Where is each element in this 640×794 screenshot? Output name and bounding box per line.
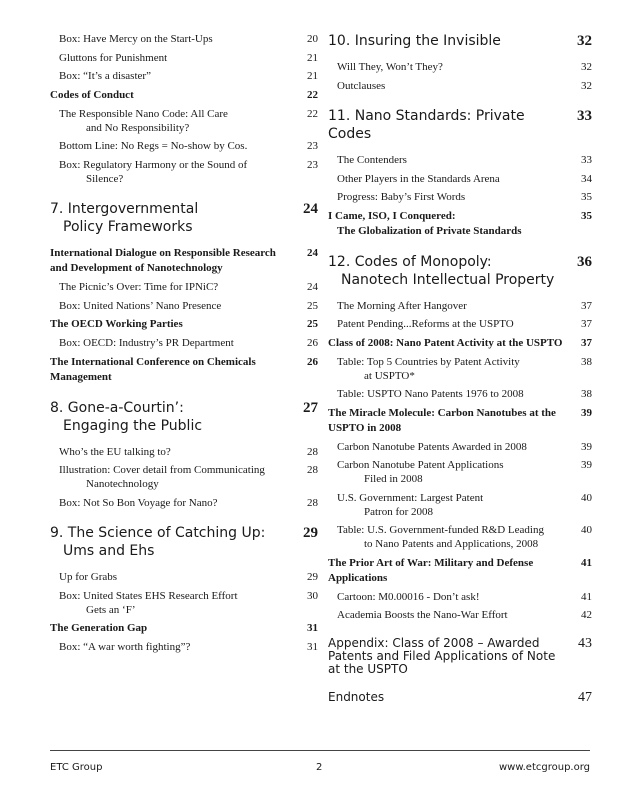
entry-page-number: 32: [581, 79, 592, 92]
toc-heading[interactable]: [328, 406, 592, 436]
entry-page-number: 31: [307, 622, 318, 634]
entry-page-number: 24: [307, 247, 318, 259]
entry-page-number: 34: [581, 172, 592, 185]
entry-title: Other Players in the Standards Arena: [337, 172, 500, 185]
entry-title: Box: “It’s a disaster”: [59, 70, 151, 82]
toc-heading[interactable]: [328, 556, 592, 586]
entry-title-continued: Gets an ‘F’: [86, 603, 136, 616]
entry-title: The Miracle Molecule: Carbon Nanotubes at the USPTO in 2008: [328, 406, 556, 434]
toc-backmatter[interactable]: [328, 637, 592, 676]
section-spacer: [50, 389, 318, 399]
entry-title: 9. The Science of Catching Up:: [50, 525, 266, 541]
entry-page-number: 35: [581, 191, 592, 203]
entry-page-number: 25: [307, 299, 318, 312]
entry-title-continued: Engaging the Public: [63, 417, 203, 434]
entry-page-number: 33: [581, 154, 592, 166]
entry-page-number: 37: [581, 336, 592, 349]
entry-title: Cartoon: M0.00016 - Don’t ask!: [337, 590, 480, 603]
toc-right-column: [328, 32, 592, 704]
entry-page-number: 24: [303, 201, 318, 217]
toc-entry[interactable]: [328, 153, 592, 167]
entry-page-number: 38: [581, 388, 592, 400]
entry-title: Appendix: Class of 2008 – Awarded Patents and Filed Applications of Note at the USPTO: [328, 635, 556, 676]
section-spacer: [50, 190, 318, 200]
toc-entry[interactable]: [328, 440, 592, 454]
entry-page-number: 40: [581, 524, 592, 536]
entry-title-continued: Policy Frameworks: [63, 219, 193, 235]
entry-page-number: 25: [307, 318, 318, 330]
entry-page-number: 41: [581, 590, 592, 603]
entry-page-number: 42: [581, 609, 592, 621]
toc-heading[interactable]: [50, 88, 318, 103]
section-spacer: [328, 243, 592, 253]
entry-title-continued: Ums and Ehs: [63, 543, 155, 559]
entry-title: The Picnic’s Over: Time for IPNiC?: [59, 281, 219, 293]
toc-entry[interactable]: [50, 280, 318, 294]
entry-page-number: 28: [307, 445, 318, 458]
entry-page-number: 31: [307, 641, 318, 653]
toc-entry[interactable]: [50, 51, 318, 65]
toc-entry[interactable]: [328, 317, 592, 331]
section-spacer: [50, 514, 318, 524]
entry-title-continued: Nanotechnology: [86, 478, 159, 490]
entry-title: Carbon Nanotube Patent Applications: [337, 459, 504, 471]
entry-title: The Responsible Nano Code: All Care: [59, 107, 228, 120]
section-spacer: [328, 676, 592, 691]
entry-title: Table: U.S. Government-funded R&D Leading: [337, 524, 544, 536]
entry-title-continued: Filed in 2008: [364, 473, 423, 485]
toc-chapter[interactable]: [50, 200, 318, 236]
entry-title: Who’s the EU talking to?: [59, 445, 171, 458]
entry-title: Progress: Baby’s First Words: [337, 191, 466, 203]
entry-title: Box: Regulatory Harmony or the Sound of: [59, 158, 248, 171]
toc-entry[interactable]: [328, 190, 592, 204]
entry-title-continued: at USPTO*: [364, 369, 415, 382]
toc-heading[interactable]: [50, 355, 318, 385]
entry-page-number: 38: [581, 355, 592, 368]
entry-page-number: 22: [307, 107, 318, 120]
toc-chapter[interactable]: [50, 524, 318, 560]
toc-left-column: [50, 32, 318, 659]
entry-title: Academia Boosts the Nano-War Effort: [337, 609, 508, 621]
toc-entry[interactable]: [50, 445, 318, 459]
entry-page-number: 39: [581, 459, 592, 471]
entry-title: 10. Insuring the Invisible: [328, 33, 501, 49]
entry-title: Codes of Conduct: [50, 88, 134, 101]
entry-page-number: 21: [307, 51, 318, 64]
toc-entry[interactable]: [50, 640, 318, 654]
section-spacer: [328, 97, 592, 107]
toc-entry[interactable]: [50, 299, 318, 313]
entry-title: The Prior Art of War: Military and Defense Applications: [328, 556, 534, 584]
entry-title: I Came, ISO, I Conquered:: [328, 209, 456, 222]
toc-entry[interactable]: [328, 590, 592, 604]
footer-divider: [50, 750, 590, 751]
toc-entry[interactable]: [328, 387, 592, 401]
footer-organization: ETC Group: [50, 762, 103, 773]
toc-heading[interactable]: [50, 246, 318, 276]
entry-title: Table: Top 5 Countries by Patent Activity: [337, 355, 520, 368]
entry-title: Box: Not So Bon Voyage for Nano?: [59, 496, 218, 509]
entry-title: 11. Nano Standards: Private Codes: [328, 108, 525, 142]
toc-entry[interactable]: [50, 589, 318, 617]
entry-title: Endnotes: [328, 689, 385, 704]
toc-chapter[interactable]: [328, 107, 592, 143]
entry-title: Box: United States EHS Research Effort: [59, 589, 238, 602]
entry-page-number: 28: [307, 496, 318, 509]
toc-entry[interactable]: [328, 299, 592, 313]
toc-chapter[interactable]: [328, 32, 592, 50]
entry-page-number: 32: [581, 61, 592, 73]
entry-page-number: 36: [577, 253, 592, 270]
entry-title: Table: USPTO Nano Patents 1976 to 2008: [337, 388, 524, 400]
entry-page-number: 43: [578, 635, 592, 651]
entry-title: Bottom Line: No Regs = No-show by Cos.: [59, 140, 248, 152]
entry-title: U.S. Government: Largest Patent: [337, 491, 484, 504]
entry-page-number: 30: [307, 589, 318, 602]
entry-page-number: 47: [578, 689, 592, 705]
entry-page-number: 21: [307, 70, 318, 82]
entry-title-continued: Silence?: [86, 172, 124, 185]
entry-page-number: 24: [307, 281, 318, 293]
entry-page-number: 39: [581, 440, 592, 453]
entry-page-number: 27: [303, 399, 318, 416]
entry-title: Up for Grabs: [59, 571, 118, 583]
toc-entry[interactable]: [50, 336, 318, 350]
toc-entry[interactable]: [328, 79, 592, 93]
entry-page-number: 39: [581, 406, 592, 419]
entry-title: 8. Gone-a-Courtin’:: [50, 399, 184, 416]
entry-title: Outclauses: [337, 79, 386, 92]
entry-page-number: 37: [581, 318, 592, 330]
entry-page-number: 22: [307, 88, 318, 101]
entry-title: The International Conference on Chemicals Management: [50, 355, 256, 383]
entry-title: The Morning After Hangover: [337, 299, 467, 312]
entry-title-continued: and No Responsibility?: [86, 121, 190, 134]
entry-page-number: 35: [581, 209, 592, 222]
toc-entry[interactable]: [328, 491, 592, 519]
toc-entry[interactable]: [328, 172, 592, 186]
entry-page-number: 26: [307, 337, 318, 349]
toc-chapter[interactable]: [328, 253, 592, 289]
entry-title: Box: OECD: Industry’s PR Department: [59, 337, 234, 349]
entry-title: Patent Pending...Reforms at the USPTO: [337, 318, 514, 330]
toc-entry[interactable]: [50, 570, 318, 584]
entry-title: Box: United Nations’ Nano Presence: [59, 299, 222, 312]
entry-page-number: 23: [307, 140, 318, 152]
entry-title: Gluttons for Punishment: [59, 51, 168, 64]
entry-title-continued: The Globalization of Private Standards: [337, 224, 522, 237]
toc-entry[interactable]: [328, 608, 592, 622]
toc-entry[interactable]: [50, 139, 318, 153]
entry-title: Class of 2008: Nano Patent Activity at the USPTO: [328, 336, 563, 349]
entry-title: 12. Codes of Monopoly:: [328, 253, 492, 270]
entry-title: The Generation Gap: [50, 622, 148, 634]
entry-title: Box: Have Mercy on the Start-Ups: [59, 33, 213, 45]
toc-heading[interactable]: [50, 317, 318, 332]
toc-entry[interactable]: [328, 60, 592, 74]
footer-url: www.etcgroup.org: [499, 762, 590, 773]
entry-title: The OECD Working Parties: [50, 318, 183, 330]
entry-page-number: 40: [581, 491, 592, 504]
entry-page-number: 37: [581, 299, 592, 312]
entry-page-number: 32: [577, 33, 592, 49]
entry-page-number: 33: [577, 108, 592, 124]
toc-entry[interactable]: [50, 107, 318, 135]
entry-title: Carbon Nanotube Patents Awarded in 2008: [337, 440, 527, 453]
entry-page-number: 29: [303, 525, 318, 541]
entry-page-number: 26: [307, 355, 318, 368]
entry-title-continued: Patron for 2008: [364, 505, 434, 518]
entry-page-number: 23: [307, 158, 318, 171]
entry-page-number: 28: [307, 464, 318, 476]
entry-page-number: 29: [307, 571, 318, 583]
toc-entry[interactable]: [328, 523, 592, 551]
entry-title: Will They, Won’t They?: [337, 61, 443, 73]
entry-title: 7. Intergovernmental: [50, 201, 199, 217]
entry-title-continued: Nanotech Intellectual Property: [341, 271, 555, 288]
entry-page-number: 41: [581, 556, 592, 569]
entry-title: International Dialogue on Responsible Research and Development of Nanotechnology: [50, 247, 276, 274]
toc-entry[interactable]: [50, 69, 318, 83]
toc-chapter[interactable]: [50, 399, 318, 435]
toc-entry[interactable]: [50, 496, 318, 510]
toc-entry[interactable]: [328, 355, 592, 383]
page-number: 2: [316, 762, 323, 773]
toc-entry[interactable]: [50, 32, 318, 46]
toc-backmatter[interactable]: [328, 691, 592, 704]
entry-title-continued: to Nano Patents and Applications, 2008: [364, 538, 539, 550]
entry-title: The Contenders: [337, 154, 407, 166]
entry-page-number: 20: [307, 33, 318, 45]
toc-entry[interactable]: [50, 463, 318, 491]
entry-title: Box: “A war worth fighting”?: [59, 641, 191, 653]
toc-entry[interactable]: [328, 458, 592, 486]
entry-title: Illustration: Cover detail from Communicating: [59, 464, 265, 476]
toc-heading[interactable]: [328, 336, 592, 351]
toc-entry[interactable]: [50, 158, 318, 186]
toc-heading[interactable]: [328, 209, 592, 239]
toc-heading[interactable]: [50, 621, 318, 636]
